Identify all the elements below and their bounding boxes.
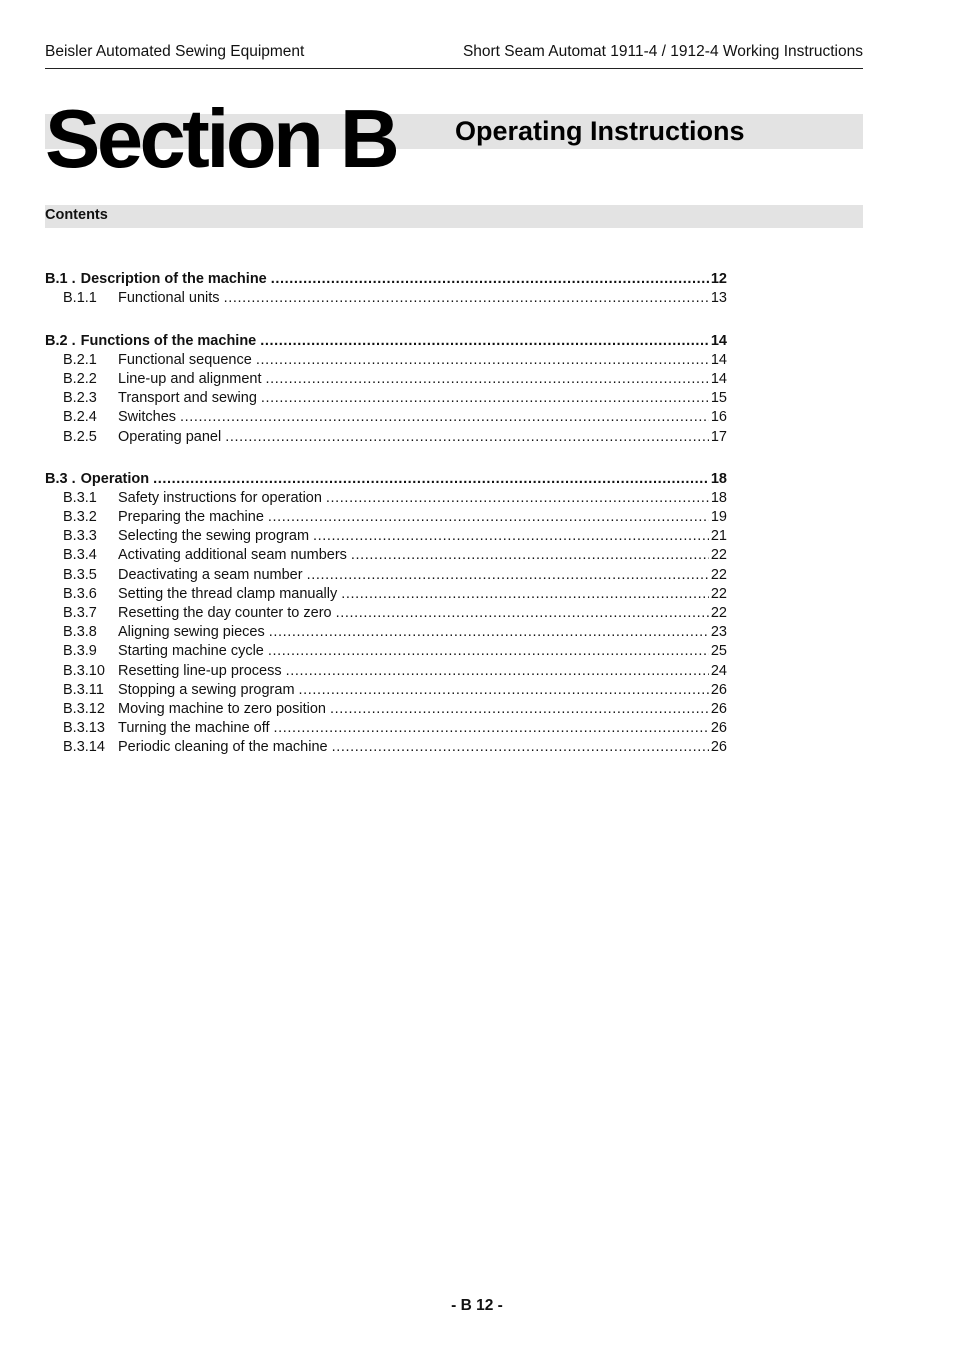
toc-entry-title: Turning the machine off	[118, 720, 270, 737]
toc-section-entry[interactable]	[45, 329, 727, 348]
toc-leader-dots	[260, 333, 709, 349]
toc-entry-page: 14	[710, 332, 727, 349]
toc-entry-title: Functions of the machine	[80, 332, 257, 349]
toc-entry-title: Periodic cleaning of the machine	[118, 739, 328, 756]
toc-gap	[45, 445, 727, 468]
toc-leader-dots	[326, 490, 709, 506]
toc-entry-number: B.3.9	[63, 643, 97, 660]
table-of-contents	[45, 268, 727, 755]
toc-entry-number: B.1 .	[45, 271, 76, 288]
toc-leader-dots	[271, 271, 709, 287]
toc-entry-page: 26	[710, 739, 727, 756]
toc-leader-dots	[341, 586, 709, 602]
toc-leader-dots	[180, 409, 709, 425]
toc-leader-dots	[330, 701, 709, 717]
toc-leader-dots	[274, 720, 709, 736]
toc-leader-dots	[225, 429, 709, 445]
toc-entry-number: B.3.2	[63, 509, 97, 526]
toc-subsection-entry[interactable]	[45, 487, 727, 506]
toc-leader-dots	[256, 352, 709, 368]
toc-entry-number: B.3.12	[63, 700, 105, 717]
toc-leader-dots	[313, 528, 709, 544]
toc-entry-page: 22	[710, 605, 727, 621]
toc-entry-title: Deactivating a seam number	[118, 566, 303, 583]
toc-entry-title: Aligning sewing pieces	[118, 624, 265, 641]
toc-entry-page: 21	[710, 528, 727, 545]
toc-entry-page: 17	[710, 428, 727, 445]
toc-entry-title: Operating panel	[118, 428, 222, 445]
toc-entry-title: Preparing the machine	[118, 509, 264, 526]
toc-entry-number: B.3.1	[63, 489, 97, 506]
toc-entry-number: B.3.8	[63, 624, 97, 641]
toc-entry-page: 23	[710, 624, 727, 641]
toc-subsection-entry[interactable]	[45, 659, 727, 678]
toc-entry-number: B.3 .	[45, 470, 76, 487]
toc-entry-number: B.2 .	[45, 332, 76, 349]
toc-entry-title: Safety instructions for operation	[118, 489, 322, 506]
toc-entry-title: Activating additional seam numbers	[118, 547, 347, 564]
toc-entry-title: Starting machine cycle	[118, 643, 264, 660]
toc-entry-title: Resetting line-up process	[118, 662, 282, 679]
toc-entry-title: Description of the machine	[80, 271, 267, 288]
section-title: Section B	[45, 92, 397, 185]
toc-entry-number: B.2.3	[63, 390, 97, 407]
toc-entry-title: Moving machine to zero position	[118, 700, 326, 717]
toc-leader-dots	[266, 371, 709, 387]
toc-entry-page: 26	[710, 720, 727, 737]
toc-entry-title: Functional sequence	[118, 351, 252, 368]
toc-entry-page: 12	[710, 271, 727, 288]
toc-entry-title: Stopping a sewing program	[118, 681, 295, 698]
toc-entry-number: B.3.4	[63, 547, 97, 564]
toc-entry-title: Setting the thread clamp manually	[118, 585, 338, 602]
toc-entry-title: Operation	[80, 470, 150, 487]
toc-leader-dots	[351, 547, 709, 563]
toc-entry-page: 14	[710, 351, 727, 368]
toc-subsection-entry[interactable]	[45, 425, 727, 444]
toc-subsection-entry[interactable]	[45, 698, 727, 717]
toc-leader-dots	[224, 290, 709, 306]
toc-subsection-entry[interactable]	[45, 349, 727, 368]
toc-entry-number: B.3.7	[63, 605, 97, 621]
toc-subsection-entry[interactable]	[45, 736, 727, 755]
toc-entry-title: Selecting the sewing program	[118, 528, 310, 545]
header-company: Beisler Automated Sewing Equipment	[45, 43, 305, 60]
toc-subsection-entry[interactable]	[45, 525, 727, 544]
toc-subsection-entry[interactable]	[45, 583, 727, 602]
toc-entry-page: 22	[710, 547, 727, 564]
toc-entry-number: B.3.14	[63, 739, 105, 756]
toc-entry-page: 26	[710, 681, 727, 698]
toc-leader-dots	[336, 605, 709, 621]
toc-entry-title: Resetting the day counter to zero	[118, 605, 332, 621]
page-number: - B 12 -	[451, 1297, 503, 1314]
toc-entry-number: B.3.10	[63, 662, 105, 679]
toc-subsection-entry[interactable]	[45, 506, 727, 525]
toc-leader-dots	[268, 509, 709, 525]
toc-subsection-entry[interactable]	[45, 679, 727, 698]
toc-leader-dots	[268, 643, 709, 659]
toc-entry-number: B.3.11	[63, 681, 104, 698]
toc-leader-dots	[261, 390, 709, 406]
toc-entry-title: Transport and sewing	[118, 390, 257, 407]
toc-entry-page: 19	[710, 509, 727, 526]
toc-entry-page: 16	[710, 409, 727, 426]
toc-entry-number: B.3.13	[63, 720, 105, 737]
toc-subsection-entry[interactable]	[45, 387, 727, 406]
toc-entry-number: B.2.4	[63, 409, 97, 426]
toc-leader-dots	[307, 567, 709, 583]
toc-entry-page: 24	[710, 662, 727, 679]
section-subtitle: Operating Instructions	[455, 116, 745, 146]
toc-entry-page: 18	[710, 489, 727, 506]
toc-leader-dots	[286, 663, 709, 679]
toc-entry-page: 22	[710, 566, 727, 583]
toc-subsection-entry[interactable]	[45, 563, 727, 582]
toc-leader-dots	[332, 739, 709, 755]
toc-subsection-entry[interactable]	[45, 368, 727, 387]
toc-subsection-entry[interactable]	[45, 544, 727, 563]
toc-subsection-entry[interactable]	[45, 640, 727, 659]
toc-entry-page: 25	[710, 643, 727, 660]
toc-section-entry[interactable]	[45, 468, 727, 487]
toc-entry-page: 26	[710, 700, 727, 717]
toc-subsection-entry[interactable]	[45, 602, 727, 621]
toc-entry-page: 18	[710, 470, 727, 487]
toc-subsection-entry[interactable]	[45, 621, 727, 640]
toc-entry-number: B.3.5	[63, 566, 97, 583]
toc-gap	[45, 306, 727, 329]
toc-entry-number: B.2.5	[63, 428, 97, 445]
toc-entry-number: B.3.6	[63, 585, 97, 602]
toc-section-entry[interactable]	[45, 268, 727, 287]
toc-entry-page: 13	[710, 290, 727, 307]
toc-entry-title: Switches	[118, 409, 177, 426]
toc-entry-number: B.3.3	[63, 528, 97, 545]
toc-entry-number: B.2.2	[63, 370, 97, 387]
toc-subsection-entry[interactable]	[45, 717, 727, 736]
toc-entry-page: 22	[710, 585, 727, 602]
toc-subsection-entry[interactable]	[45, 287, 727, 306]
toc-leader-dots	[299, 682, 709, 698]
toc-entry-page: 15	[710, 390, 727, 407]
page-header	[45, 43, 863, 69]
toc-entry-number: B.1.1	[63, 290, 97, 307]
contents-band	[45, 205, 863, 228]
header-document-title: Short Seam Automat 1911-4 / 1912-4 Working Instructions	[462, 43, 863, 60]
toc-subsection-entry[interactable]	[45, 406, 727, 425]
contents-heading: Contents	[45, 207, 108, 223]
toc-entry-page: 14	[710, 370, 727, 387]
toc-entry-title: Line-up and alignment	[118, 370, 262, 387]
toc-entry-title: Functional units	[118, 290, 220, 307]
toc-entry-number: B.2.1	[63, 351, 97, 368]
toc-leader-dots	[269, 624, 709, 640]
toc-leader-dots	[153, 471, 709, 487]
